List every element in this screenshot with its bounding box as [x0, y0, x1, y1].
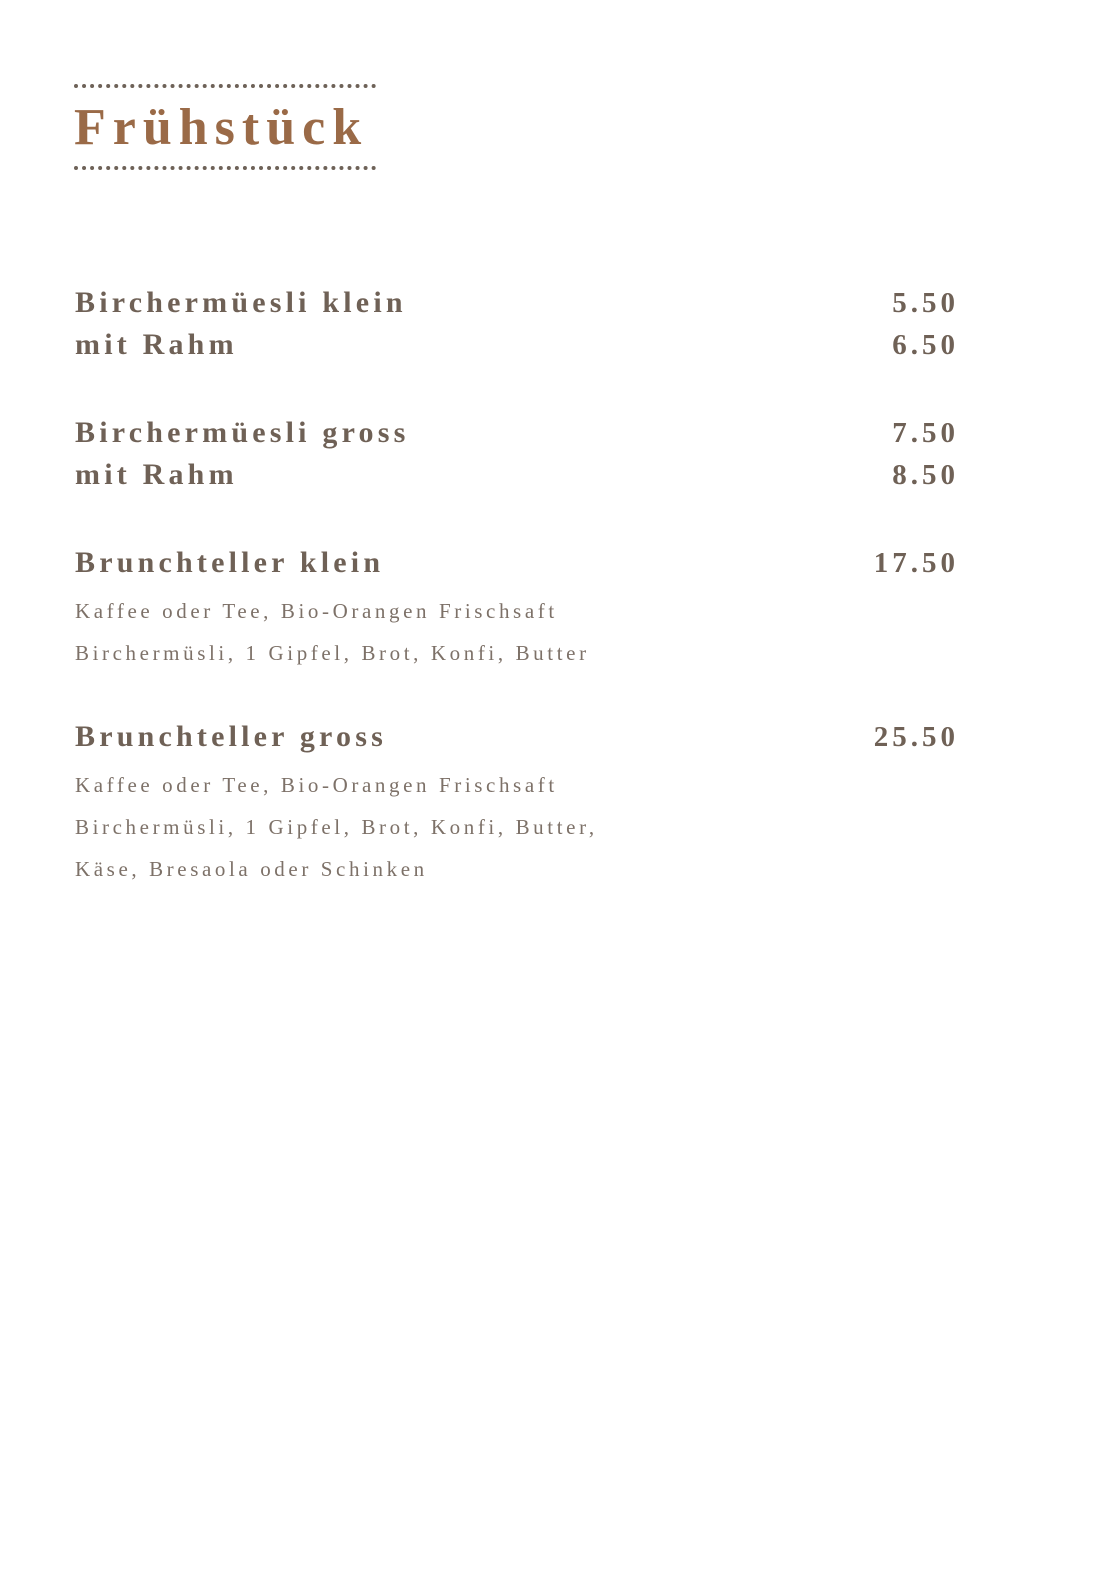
- menu-item-line: [75, 286, 959, 328]
- menu-item-price: 8.50: [892, 459, 959, 491]
- menu-item-description-line: Käse, Bresaola oder Schinken: [75, 857, 428, 881]
- menu-item-line: [75, 416, 959, 458]
- menu-item-price: 5.50: [892, 287, 959, 319]
- menu-item-name: mit Rahm: [75, 458, 238, 491]
- bottom-dotted-divider: [74, 166, 376, 170]
- menu-item-description-line: Kaffee oder Tee, Bio-Orangen Frischsaft: [75, 599, 558, 623]
- menu-item-description-line: Kaffee oder Tee, Bio-Orangen Frischsaft: [75, 773, 558, 797]
- menu-item-line: [75, 328, 959, 370]
- menu-item-birchermuesli-klein: [75, 286, 959, 370]
- menu-item-description-line: Birchermüsli, 1 Gipfel, Brot, Konfi, Butter,: [75, 815, 598, 839]
- page-title: Frühstück: [74, 99, 369, 156]
- menu-item-name: Brunchteller klein: [75, 546, 385, 579]
- page-header: [74, 84, 376, 170]
- menu-list: [75, 286, 959, 936]
- menu-item-price: 25.50: [873, 721, 959, 753]
- menu-item-price: 7.50: [892, 417, 959, 449]
- top-dotted-divider: [74, 84, 376, 88]
- menu-item-name: Brunchteller gross: [75, 720, 387, 753]
- menu-item-description: [75, 590, 959, 674]
- menu-item-price: 6.50: [892, 329, 959, 361]
- menu-item-name: mit Rahm: [75, 328, 238, 361]
- menu-item-line: [75, 458, 959, 500]
- menu-item-brunchteller-gross: [75, 720, 959, 890]
- menu-item-description-line: Birchermüsli, 1 Gipfel, Brot, Konfi, Butter: [75, 641, 590, 665]
- menu-item-birchermuesli-gross: [75, 416, 959, 500]
- menu-item-line: [75, 546, 959, 588]
- menu-item-name: Birchermüesli gross: [75, 416, 410, 449]
- menu-item-description: [75, 764, 959, 890]
- menu-item-line: [75, 720, 959, 762]
- menu-item-name: Birchermüesli klein: [75, 286, 407, 319]
- menu-item-price: 17.50: [873, 547, 959, 579]
- menu-item-brunchteller-klein: [75, 546, 959, 674]
